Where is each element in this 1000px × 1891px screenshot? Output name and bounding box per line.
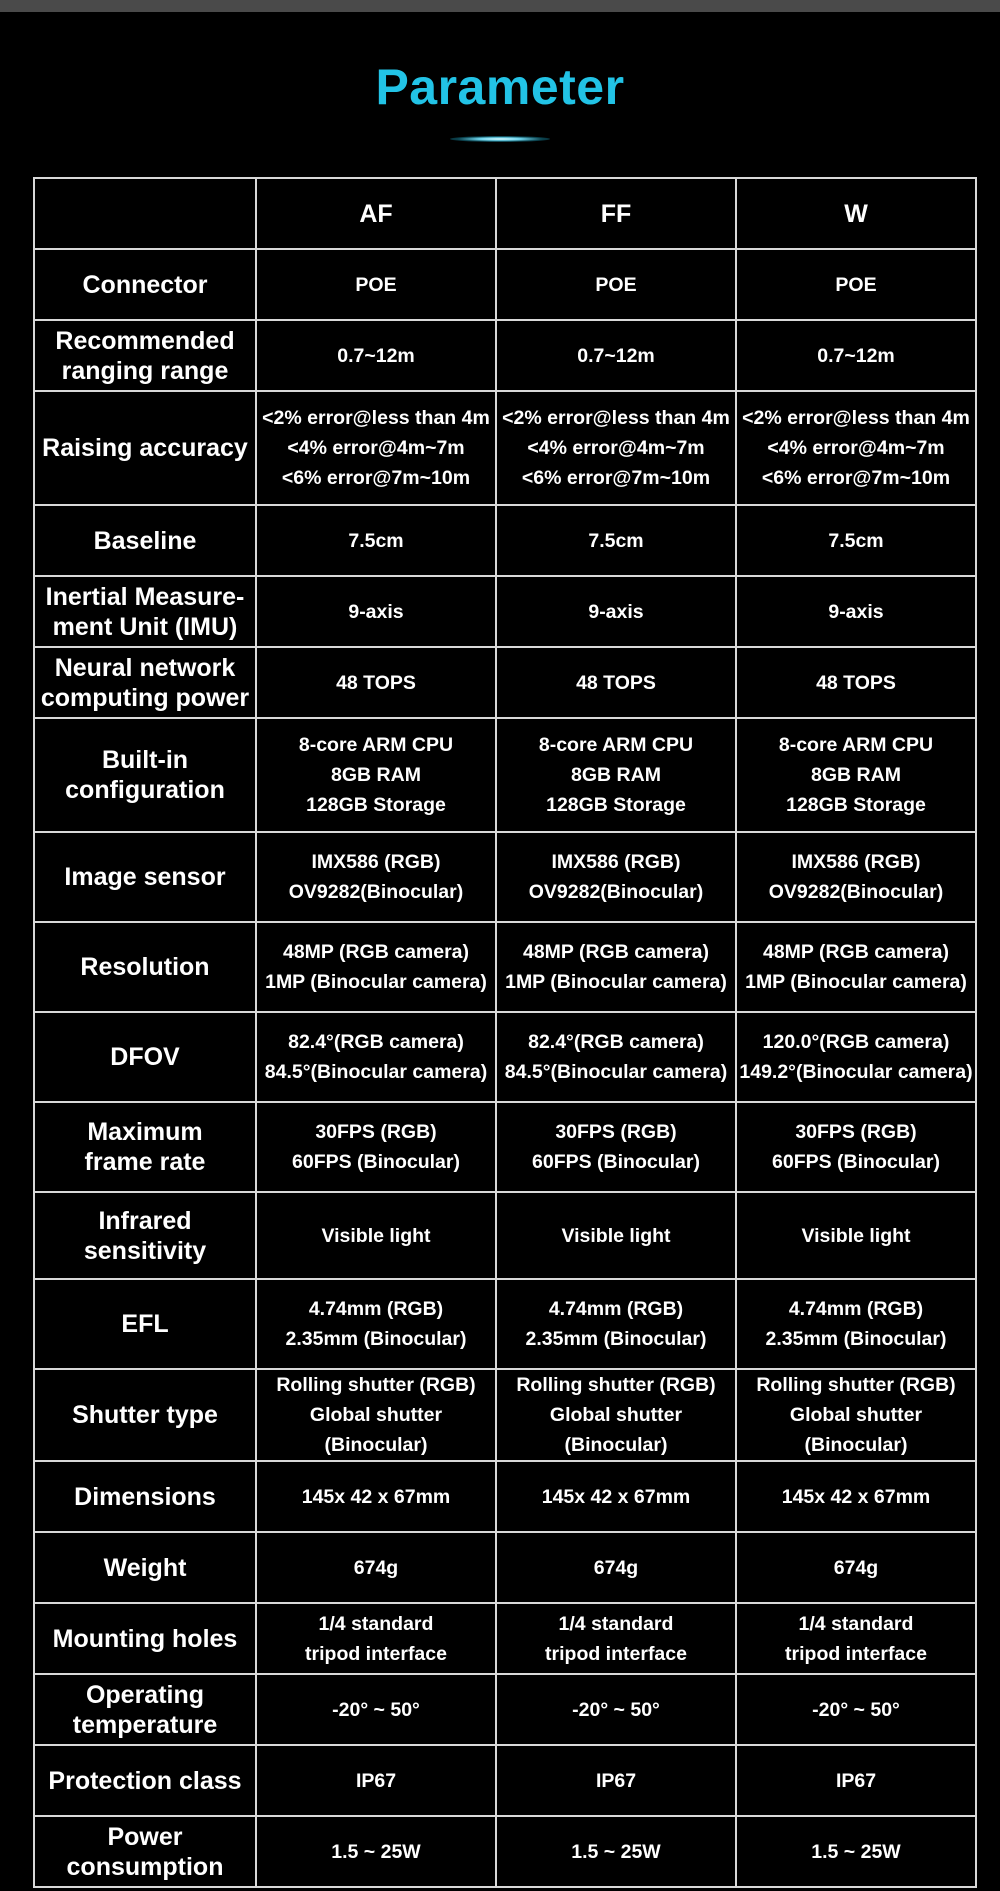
table-row bbox=[34, 1816, 976, 1887]
row-label: EFL bbox=[34, 1279, 256, 1369]
value-cell-af: 30FPS (RGB) 60FPS (Binocular) bbox=[256, 1102, 496, 1192]
table-row bbox=[34, 1745, 976, 1816]
value-cell-w: 1.5 ~ 25W bbox=[736, 1816, 976, 1887]
row-label: DFOV bbox=[34, 1012, 256, 1102]
table-header-row bbox=[34, 178, 976, 249]
header-cell-empty bbox=[34, 178, 256, 249]
row-label: Neural network computing power bbox=[34, 647, 256, 718]
value-cell-ff: 30FPS (RGB) 60FPS (Binocular) bbox=[496, 1102, 736, 1192]
value-cell-ff: POE bbox=[496, 249, 736, 320]
value-cell-ff: -20° ~ 50° bbox=[496, 1674, 736, 1745]
value-cell-af: 9-axis bbox=[256, 576, 496, 647]
table-row bbox=[34, 1674, 976, 1745]
value-cell-af: IMX586 (RGB) OV9282(Binocular) bbox=[256, 832, 496, 922]
row-label: Connector bbox=[34, 249, 256, 320]
value-cell-af: -20° ~ 50° bbox=[256, 1674, 496, 1745]
table-row bbox=[34, 320, 976, 391]
value-cell-w: 0.7~12m bbox=[736, 320, 976, 391]
table-row bbox=[34, 1369, 976, 1461]
row-label: Image sensor bbox=[34, 832, 256, 922]
title-underline-glow bbox=[450, 136, 550, 142]
table-row bbox=[34, 505, 976, 576]
value-cell-af: 48 TOPS bbox=[256, 647, 496, 718]
value-cell-af: 7.5cm bbox=[256, 505, 496, 576]
value-cell-w: POE bbox=[736, 249, 976, 320]
table-row bbox=[34, 1102, 976, 1192]
value-cell-w: IP67 bbox=[736, 1745, 976, 1816]
value-cell-w: 4.74mm (RGB) 2.35mm (Binocular) bbox=[736, 1279, 976, 1369]
value-cell-ff: 0.7~12m bbox=[496, 320, 736, 391]
value-cell-w: 145x 42 x 67mm bbox=[736, 1461, 976, 1532]
value-cell-w: 674g bbox=[736, 1532, 976, 1603]
header-cell-af: AF bbox=[256, 178, 496, 249]
table-row bbox=[34, 1279, 976, 1369]
value-cell-w: 30FPS (RGB) 60FPS (Binocular) bbox=[736, 1102, 976, 1192]
row-label: Baseline bbox=[34, 505, 256, 576]
row-label: Raising accuracy bbox=[34, 391, 256, 505]
value-cell-ff: 7.5cm bbox=[496, 505, 736, 576]
table-row bbox=[34, 576, 976, 647]
value-cell-ff: 674g bbox=[496, 1532, 736, 1603]
value-cell-af: 4.74mm (RGB) 2.35mm (Binocular) bbox=[256, 1279, 496, 1369]
table-row bbox=[34, 1532, 976, 1603]
table-row bbox=[34, 832, 976, 922]
row-label: Dimensions bbox=[34, 1461, 256, 1532]
row-label: Weight bbox=[34, 1532, 256, 1603]
row-label: Inertial Measure- ment Unit (IMU) bbox=[34, 576, 256, 647]
table-row bbox=[34, 1461, 976, 1532]
value-cell-w: 1/4 standard tripod interface bbox=[736, 1603, 976, 1674]
row-label: Built-in configuration bbox=[34, 718, 256, 832]
value-cell-ff: <2% error@less than 4m <4% error@4m~7m <6% error@7m~10m bbox=[496, 391, 736, 505]
value-cell-af: 48MP (RGB camera) 1MP (Binocular camera) bbox=[256, 922, 496, 1012]
table-row bbox=[34, 1012, 976, 1102]
header-cell-ff: FF bbox=[496, 178, 736, 249]
value-cell-ff: IMX586 (RGB) OV9282(Binocular) bbox=[496, 832, 736, 922]
value-cell-af: Rolling shutter (RGB) Global shutter (Binocular) bbox=[256, 1369, 496, 1461]
value-cell-af: <2% error@less than 4m <4% error@4m~7m <6% error@7m~10m bbox=[256, 391, 496, 505]
value-cell-ff: 48 TOPS bbox=[496, 647, 736, 718]
table-row bbox=[34, 249, 976, 320]
value-cell-af: 1/4 standard tripod interface bbox=[256, 1603, 496, 1674]
value-cell-ff: 1/4 standard tripod interface bbox=[496, 1603, 736, 1674]
value-cell-w: 48MP (RGB camera) 1MP (Binocular camera) bbox=[736, 922, 976, 1012]
table-row bbox=[34, 718, 976, 832]
value-cell-w: -20° ~ 50° bbox=[736, 1674, 976, 1745]
value-cell-af: 145x 42 x 67mm bbox=[256, 1461, 496, 1532]
value-cell-w: <2% error@less than 4m <4% error@4m~7m <6% error@7m~10m bbox=[736, 391, 976, 505]
row-label: Maximum frame rate bbox=[34, 1102, 256, 1192]
row-label: Resolution bbox=[34, 922, 256, 1012]
value-cell-w: 9-axis bbox=[736, 576, 976, 647]
value-cell-af: 674g bbox=[256, 1532, 496, 1603]
value-cell-af: 8-core ARM CPU 8GB RAM 128GB Storage bbox=[256, 718, 496, 832]
parameter-table bbox=[33, 177, 977, 1888]
value-cell-w: Rolling shutter (RGB) Global shutter (Binocular) bbox=[736, 1369, 976, 1461]
value-cell-w: 8-core ARM CPU 8GB RAM 128GB Storage bbox=[736, 718, 976, 832]
row-label: Infrared sensitivity bbox=[34, 1192, 256, 1279]
value-cell-w: 120.0°(RGB camera) 149.2°(Binocular camera) bbox=[736, 1012, 976, 1102]
row-label: Shutter type bbox=[34, 1369, 256, 1461]
value-cell-w: IMX586 (RGB) OV9282(Binocular) bbox=[736, 832, 976, 922]
table-row bbox=[34, 922, 976, 1012]
value-cell-ff: Visible light bbox=[496, 1192, 736, 1279]
page-title: Parameter bbox=[375, 59, 625, 115]
row-label: Power consumption bbox=[34, 1816, 256, 1887]
value-cell-ff: 48MP (RGB camera) 1MP (Binocular camera) bbox=[496, 922, 736, 1012]
value-cell-ff: 9-axis bbox=[496, 576, 736, 647]
value-cell-ff: IP67 bbox=[496, 1745, 736, 1816]
row-label: Protection class bbox=[34, 1745, 256, 1816]
value-cell-w: Visible light bbox=[736, 1192, 976, 1279]
table-row bbox=[34, 1192, 976, 1279]
header-cell-w: W bbox=[736, 178, 976, 249]
table-row bbox=[34, 1603, 976, 1674]
value-cell-w: 7.5cm bbox=[736, 505, 976, 576]
value-cell-ff: 1.5 ~ 25W bbox=[496, 1816, 736, 1887]
table-row bbox=[34, 647, 976, 718]
value-cell-ff: 4.74mm (RGB) 2.35mm (Binocular) bbox=[496, 1279, 736, 1369]
value-cell-af: 1.5 ~ 25W bbox=[256, 1816, 496, 1887]
value-cell-w: 48 TOPS bbox=[736, 647, 976, 718]
value-cell-ff: 82.4°(RGB camera) 84.5°(Binocular camera) bbox=[496, 1012, 736, 1102]
value-cell-ff: Rolling shutter (RGB) Global shutter (Binocular) bbox=[496, 1369, 736, 1461]
top-strip bbox=[0, 0, 1000, 12]
row-label: Recommended ranging range bbox=[34, 320, 256, 391]
row-label: Mounting holes bbox=[34, 1603, 256, 1674]
value-cell-af: IP67 bbox=[256, 1745, 496, 1816]
value-cell-af: POE bbox=[256, 249, 496, 320]
table-row bbox=[34, 391, 976, 505]
value-cell-ff: 8-core ARM CPU 8GB RAM 128GB Storage bbox=[496, 718, 736, 832]
value-cell-af: Visible light bbox=[256, 1192, 496, 1279]
value-cell-af: 0.7~12m bbox=[256, 320, 496, 391]
value-cell-ff: 145x 42 x 67mm bbox=[496, 1461, 736, 1532]
value-cell-af: 82.4°(RGB camera) 84.5°(Binocular camera) bbox=[256, 1012, 496, 1102]
row-label: Operating temperature bbox=[34, 1674, 256, 1745]
